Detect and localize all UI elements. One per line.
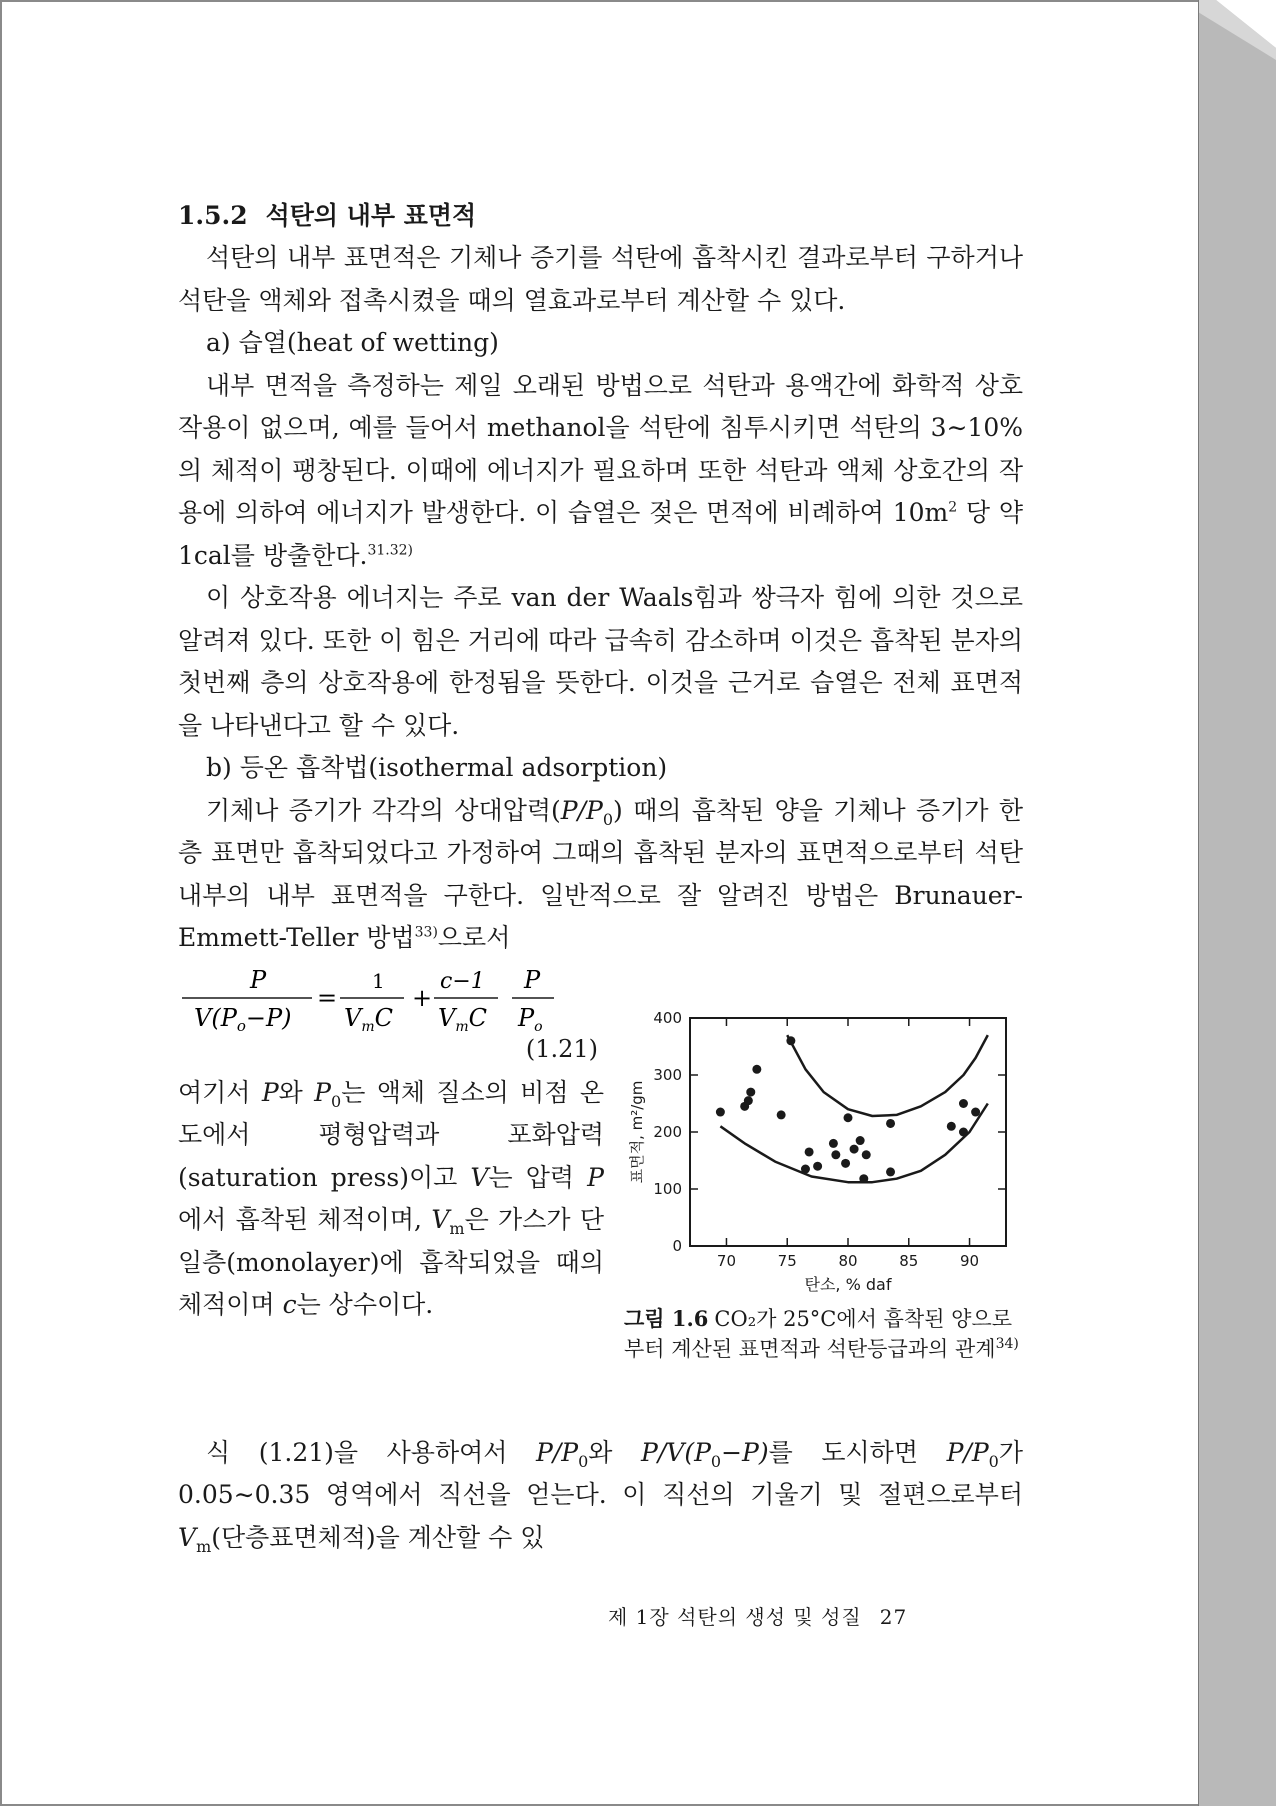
eq-t3-num: P <box>524 965 541 994</box>
plot-frame <box>690 1018 1006 1246</box>
data-point <box>746 1087 755 1096</box>
figure-1-6 <box>618 1000 1023 1364</box>
y-tick-label: 400 <box>653 1008 682 1027</box>
y-tick-label: 300 <box>653 1065 682 1084</box>
data-point <box>886 1167 895 1176</box>
eq-lhs-num: P <box>250 965 267 994</box>
sub-a-paragraph-2: 이 상호작용 에너지는 주로 van der Waals힘과 쌍극자 힘에 의한 것으로 알려져 있다. 또한 이 힘은 거리에 따라 급속히 감소하며 이것은 흡착된 분자의 첫번째 층의 상호작용에 한정됨을 뜻한다. 이것을 근거로 습열은 전체 표면적을 나타낸다고 할 수 있다. <box>178 583 1023 740</box>
eq-t2-num: c−1 <box>440 968 485 994</box>
eq-equals: = <box>317 983 338 1012</box>
data-point <box>752 1064 761 1073</box>
data-point <box>886 1118 895 1127</box>
caption-reference: 34) <box>995 1335 1019 1352</box>
equation-explanation: 여기서 P와 $P_0$는 액체 질소의 비점 온도에서 평형압력과 포화압력(saturation press)이고 V는 압력 P에서 흡착된 체적이며, $V_m$은 가스가 단일층(monolayer)에 흡착되었을 때의 체적이며 c는 상수이다. <box>178 1077 604 1319</box>
figure-caption <box>618 1304 1023 1364</box>
section-number: 1.5.2 <box>178 201 248 230</box>
two-column-region <box>178 960 1023 1432</box>
sub-a-paragraph-1: 내부 면적을 측정하는 제일 오래된 방법으로 석탄과 용액간에 화학적 상호작용이 없으며, 예를 들어서 methanol을 석탄에 침투시키면 석탄의 3∼10%의 체적이 팽창된다. 이때에 에너지가 필요하며 또한 석탄과 액체 상호간의 작용에 의하여 에너지가 발생한다. 이 습열은 젖은 면적에 비례하여 $10m^2$ 당 약 1cal를 방출한다.$^{31.32)}$ <box>178 370 1023 570</box>
data-point <box>716 1107 725 1116</box>
data-point <box>841 1158 850 1167</box>
section-heading <box>178 195 1023 237</box>
closing-paragraph: 식 (1.21)을 사용하여서 $P/P_0$와 $P/V(P_0-P)$를 도시하면 $P/P_0$가 0.05∼0.35 영역에서 직선을 얻는다. 이 직선의 기울기 및 절편으로부터 $V_m$(단층표면체적)을 계산할 수 있 <box>178 1437 1023 1556</box>
reference: 31.32) <box>367 542 413 559</box>
x-tick-label: 85 <box>899 1251 919 1270</box>
page-content <box>178 195 1023 1559</box>
data-point <box>844 1113 853 1122</box>
sub-a-label: a) 습열(heat of wetting) <box>206 328 499 357</box>
data-point <box>813 1161 822 1170</box>
eq-t1-num: 1 <box>372 968 385 993</box>
data-point <box>744 1096 753 1105</box>
sub-b-paragraph-1: 기체나 증기가 각각의 상대압력$(P/P_0)$ 때의 흡착된 양을 기체나 증기가 한 층 표면만 흡착되었다고 가정하여 그때의 흡착된 분자의 표면적으로부터 석탄 내부의 내부 표면적을 구한다. 일반적으로 잘 알려진 방법은 Brunauer-Emmett-Teller 방법$^{33)}$으로서 <box>178 795 1023 952</box>
caption-label: 그림 1.6 <box>624 1305 709 1331</box>
page-edge <box>1198 0 1276 1806</box>
intro-paragraph: 석탄의 내부 표면적은 기체나 증기를 석탄에 흡착시킨 결과로부터 구하거나 석탄을 액체와 접촉시켰을 때의 열효과로부터 계산할 수 있다. <box>178 243 1023 315</box>
section-title: 석탄의 내부 표면적 <box>265 201 477 230</box>
eq-plus: + <box>412 983 433 1012</box>
data-point <box>777 1110 786 1119</box>
eq-t3-den: $P_o$ <box>518 1003 543 1035</box>
caption-text: CO₂가 25°C에서 흡착된 양으로부터 계산된 표면적과 석탄등급과의 관계 <box>624 1306 1013 1361</box>
y-tick-label: 100 <box>653 1179 682 1198</box>
data-point <box>862 1150 871 1159</box>
page-number: 27 <box>879 1605 908 1629</box>
data-point <box>829 1138 838 1147</box>
page-footer <box>608 1601 907 1630</box>
eq-t2-den: $V_mC$ <box>438 1003 487 1035</box>
data-point <box>786 1036 795 1045</box>
bet-equation <box>178 960 604 1072</box>
y-axis-label: 표면적, m²/gm <box>628 1080 646 1183</box>
x-tick-label: 90 <box>959 1251 980 1270</box>
x-tick-label: 75 <box>777 1251 797 1270</box>
data-point <box>856 1136 865 1145</box>
fit-curve <box>787 1035 988 1116</box>
data-point <box>947 1121 956 1130</box>
eq-lhs-den: $V(P_o-P)$ <box>194 1003 292 1035</box>
chapter-title: 제 1장 석탄의 생성 및 성질 <box>608 1605 862 1629</box>
y-tick-label: 200 <box>653 1122 682 1141</box>
data-point <box>801 1164 810 1173</box>
x-axis-label: 탄소, % daf <box>804 1274 892 1294</box>
eq-t1-den: $V_mC$ <box>344 1003 393 1035</box>
fit-curve <box>720 1103 987 1182</box>
data-point <box>959 1099 968 1108</box>
data-point <box>859 1174 868 1183</box>
data-point <box>805 1147 814 1156</box>
x-tick-label: 80 <box>838 1251 858 1270</box>
data-point <box>850 1144 859 1153</box>
y-tick-label: 0 <box>672 1236 682 1255</box>
sub-b-label: b) 등온 흡착법(isothermal adsorption) <box>206 753 668 782</box>
reference: 33) <box>414 924 438 941</box>
data-point <box>971 1107 980 1116</box>
left-column <box>178 960 604 1327</box>
equation-number: (1.21) <box>525 1034 598 1063</box>
surface-area-chart <box>618 1000 1023 1300</box>
data-point <box>959 1127 968 1136</box>
x-tick-label: 70 <box>716 1251 737 1270</box>
data-point <box>831 1150 840 1159</box>
